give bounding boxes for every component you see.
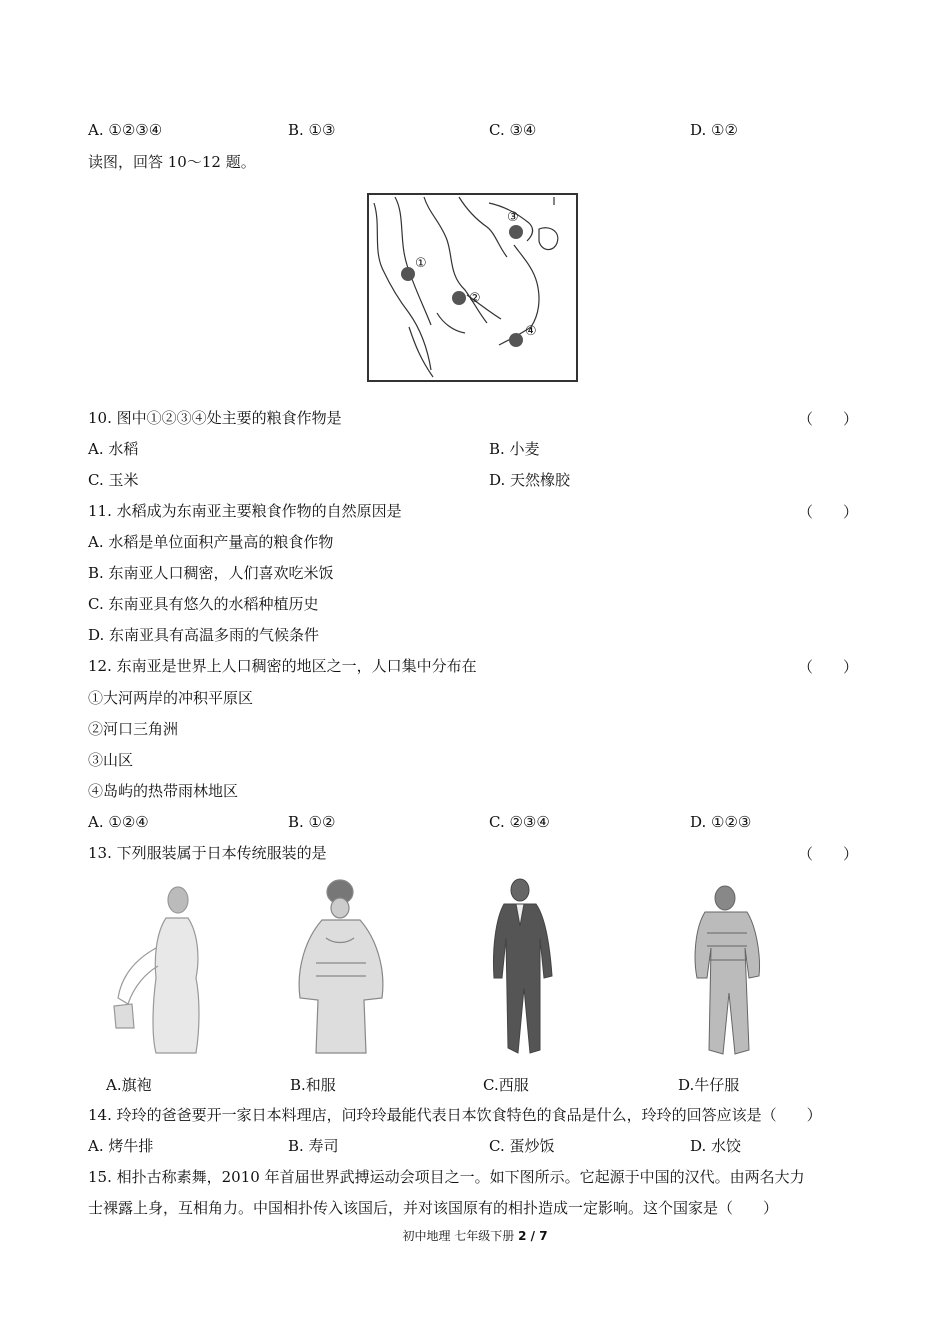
q12-item-2: ②河口三角洲 [88,720,179,738]
q13-answer-blank: （ ） [798,845,859,863]
q12-item-1: ①大河两岸的冲积平原区 [88,689,254,707]
q14-stem: 14. 玲玲的爸爸要开一家日本料理店，问玲玲最能代表日本饮食特色的食品是什么，玲玲的回答应该是（ ） [88,1106,822,1124]
q9-option-b: B. ①③ [288,121,336,139]
q12-option-b: B. ①② [288,813,336,831]
q10-option-c: C. 玉米 [88,471,139,489]
q14-option-a: A. 烤牛排 [88,1137,154,1155]
q10-option-a: A. 水稻 [88,440,139,458]
q9-option-c: C. ③④ [489,121,537,139]
denim-jacket-image [685,878,785,1058]
suit-image [478,878,578,1058]
q11-option-a: A. 水稻是单位面积产量高的粮食作物 [88,533,334,551]
q12-answer-blank: （ ） [798,658,859,676]
q15-stem-line1: 15. 相扑古称素舞，2010 年首届世界武搏运动会项目之一。如下图所示。它起源于中国的汉代。由两名大力 [88,1168,805,1186]
footer-page-number: 2 / 7 [518,1229,548,1243]
kimono-image [290,878,390,1058]
map-marker-4-dot [509,333,523,347]
q9-option-a: A. ①②③④ [88,121,163,139]
q10-option-b: B. 小麦 [489,440,540,458]
q11-option-d: D. 东南亚具有高温多雨的气候条件 [88,626,320,644]
q12-option-d: D. ①②③ [690,813,752,831]
map-drawing [369,195,576,380]
map-marker-4-label: ④ [525,324,537,339]
q13-caption-a: A.旗袍 [106,1076,152,1094]
q13-stem: 13. 下列服装属于日本传统服装的是 [88,844,327,862]
q14-option-c: C. 蛋炒饭 [489,1137,555,1155]
q11-option-b: B. 东南亚人口稠密，人们喜欢吃米饭 [88,564,334,582]
q12-item-3: ③山区 [88,751,134,769]
q11-option-c: C. 东南亚具有悠久的水稻种植历史 [88,595,319,613]
q15-stem-line2: 士裸露上身，互相角力。中国相扑传入该国后，并对该国原有的相扑造成一定影响。这个国家是（ ） [88,1199,779,1217]
map-marker-2-dot [452,291,466,305]
q9-option-d: D. ①② [690,121,738,139]
q14-option-d: D. 水饺 [690,1137,742,1155]
q12-item-4: ④岛屿的热带雨林地区 [88,782,239,800]
southeast-asia-map [367,193,578,382]
page-footer [0,1227,950,1244]
q12-option-c: C. ②③④ [489,813,550,831]
q10-answer-blank: （ ） [798,410,859,428]
q14-option-b: B. 寿司 [288,1137,339,1155]
q13-caption-c: C.西服 [483,1076,529,1094]
map-marker-2-label: ② [469,291,481,306]
q11-stem: 11. 水稻成为东南亚主要粮食作物的自然原因是 [88,502,402,520]
footer-subject: 初中地理 七年级下册 [402,1229,515,1243]
q10-stem: 10. 图中①②③④处主要的粮食作物是 [88,409,342,427]
q13-caption-b: B.和服 [290,1076,336,1094]
qipao-image [108,878,208,1058]
map-marker-1-label: ① [415,256,427,271]
q13-caption-d: D.牛仔服 [678,1076,740,1094]
q12-stem: 12. 东南亚是世界上人口稠密的地区之一，人口集中分布在 [88,657,477,675]
map-marker-1-dot [401,267,415,281]
q12-option-a: A. ①②④ [88,813,149,831]
map-marker-3-label: ③ [507,210,519,225]
instruction: 读图，回答 10～12 题。 [88,153,256,171]
q10-option-d: D. 天然橡胶 [489,471,571,489]
map-marker-3-dot [509,225,523,239]
q11-answer-blank: （ ） [798,503,859,521]
